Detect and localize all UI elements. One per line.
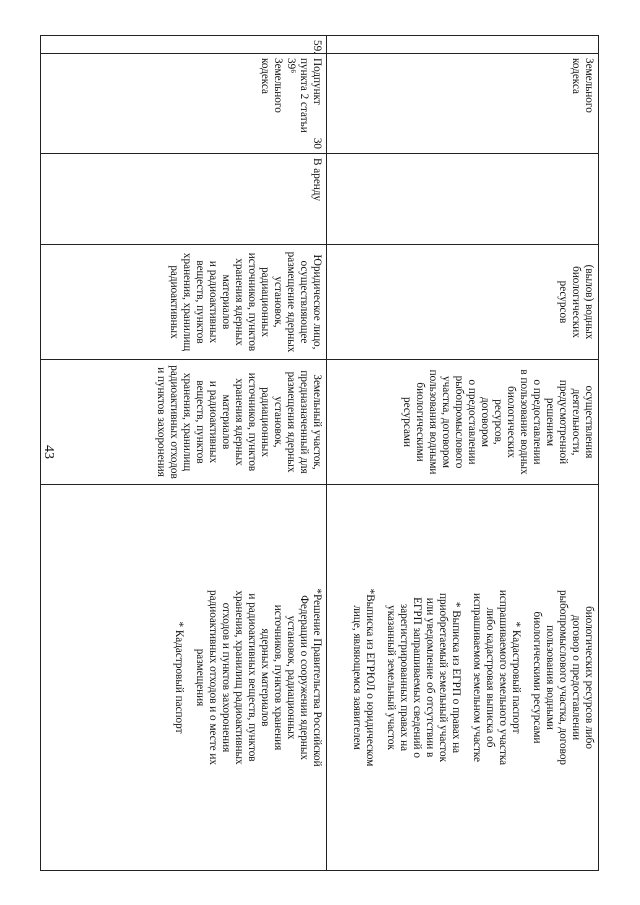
land-line: осуществления — [583, 385, 595, 459]
land-line: о предоставлении — [466, 379, 478, 465]
land-line: ресурсами — [401, 397, 413, 447]
land-line: веществ, пунктов — [194, 380, 206, 464]
land-line: хранения ядерных — [233, 378, 245, 466]
land-line: предназначенный для — [298, 370, 310, 474]
article-line: пункта 2 статьи 39⁶ — [285, 58, 310, 133]
table-row — [327, 36, 599, 871]
applicant-line: радиационных — [259, 267, 271, 337]
applicant-line: установок, — [272, 276, 284, 328]
applicant-line: осуществляющее — [298, 260, 310, 344]
applicant-line: хранения, хранилищ — [181, 252, 193, 352]
applicant-cell — [327, 245, 599, 360]
documents-line: *Решение Правительства Российской — [311, 588, 323, 767]
documents-line: указанный земельный участок — [385, 605, 397, 750]
article-line: Подпункт — [311, 58, 323, 105]
table-row — [41, 36, 327, 871]
land-line: о предоставлении — [531, 379, 543, 465]
documents-line: либо кадастровая выписка об — [484, 607, 496, 748]
land-line: и пунктов захоронения — [155, 367, 167, 477]
documents-line: зарегистрированных правах на — [398, 603, 410, 752]
applicant-line: (вылов) водных — [583, 264, 595, 340]
documents-line: * Кадастровый паспорт — [510, 621, 522, 734]
land-line: Земельный участок, — [311, 374, 323, 470]
rotated-table-container — [40, 0, 599, 835]
documents-line: *Выписка из ЕГРЮЛ о юридическом — [364, 588, 376, 767]
article-first-line — [310, 58, 323, 149]
land-line: источников, пунктов — [246, 372, 258, 472]
documents-line: биологическими ресурсами — [531, 611, 543, 744]
applicant-line: и радиоактивных — [207, 260, 219, 344]
land-line: участка, договором — [440, 376, 452, 468]
land-cell — [41, 360, 327, 485]
land-line: договором — [479, 396, 491, 448]
documents-line: * Выписка из ЕГРП о правах на — [450, 601, 462, 754]
page-number: 43 — [41, 445, 56, 459]
row-number-cell — [327, 36, 599, 54]
documents-line: хранения, хранилищ радиоактивных — [233, 590, 245, 765]
documents-line: договор о предоставлении — [570, 614, 582, 741]
documents-line: установок, радиационных — [285, 615, 297, 740]
form-cell: В аренду — [41, 154, 327, 245]
applicant-line: веществ, пунктов — [194, 260, 206, 344]
applicant-line: материалов — [220, 274, 232, 330]
land-line: рыбопромыслового — [453, 375, 465, 469]
land-line: пользования водными — [427, 369, 439, 475]
land-line: материалов — [220, 394, 232, 450]
applicant-line: ресурсов — [557, 280, 569, 324]
documents-line: биологических ресурсов либо — [583, 606, 595, 749]
land-line: в пользование водных — [518, 369, 530, 475]
applicant-line: размещение ядерных — [285, 251, 297, 353]
land-line: предусмотренной — [557, 379, 569, 465]
applicant-line: радиоактивных — [168, 265, 180, 339]
documents-line: отходов и пунктов захоронения — [220, 602, 232, 753]
documents-line: радиоактивных отходов и о месте их — [207, 590, 219, 765]
documents-line: приобретаемый земельный участок — [437, 592, 449, 763]
applicant-line: Юридическое лицо, — [311, 254, 323, 350]
land-line: и радиоактивных — [207, 380, 219, 464]
procedure-table — [40, 35, 599, 871]
land-cell — [327, 360, 599, 485]
applicant-cell — [41, 245, 327, 360]
article-line: кодекса — [570, 58, 582, 95]
article-line: Земельного — [583, 58, 595, 113]
land-line: радиоактивных отходов — [168, 365, 180, 479]
article-line: кодекса — [259, 58, 271, 95]
article-cell — [41, 54, 327, 154]
land-line: биологических ресурсов, — [492, 386, 517, 458]
article-cell — [327, 54, 599, 154]
documents-line: испрашиваемом земельном участке — [471, 592, 483, 763]
documents-line: источников, пунктов хранения — [272, 604, 284, 751]
documents-line: или уведомление об отсутствии в — [424, 597, 436, 758]
land-line: установок, радиационных — [259, 387, 284, 457]
documents-cell — [41, 485, 327, 871]
land-line: деятельности, — [570, 388, 582, 456]
documents-line: Федерации о сооружении ядерных — [298, 595, 310, 760]
documents-cell — [327, 485, 599, 871]
land-line: хранения, хранилищ — [181, 372, 193, 472]
article-line: Земельного — [272, 58, 284, 113]
land-line: решением — [544, 397, 556, 447]
documents-line: рыбопромыслового участка, договор — [557, 589, 569, 766]
documents-line: и радиоактивных веществ, пунктов — [246, 593, 258, 762]
documents-line: ядерных материалов — [259, 628, 271, 727]
documents-line: размещения — [194, 648, 206, 707]
article-subpoint-number: 30 — [311, 137, 323, 149]
table-landscape — [40, 35, 599, 870]
documents-line: лице, являющемся заявителем — [351, 605, 363, 750]
applicant-line: биологических — [570, 266, 582, 338]
documents-line: испрашиваемого земельного участка — [497, 589, 509, 766]
documents-line: * Кадастровый паспорт — [173, 621, 185, 734]
land-line: биологическими — [414, 382, 426, 462]
land-line: размещения ядерных — [285, 371, 297, 473]
applicant-line: хранения ядерных — [233, 258, 245, 346]
documents-line: ЕГРП запрашиваемых сведений о — [411, 597, 423, 758]
row-number-cell: 59. — [41, 36, 327, 54]
documents-line: пользования водными — [544, 625, 556, 730]
form-cell — [327, 154, 599, 245]
applicant-line: источников, пунктов — [246, 252, 258, 352]
